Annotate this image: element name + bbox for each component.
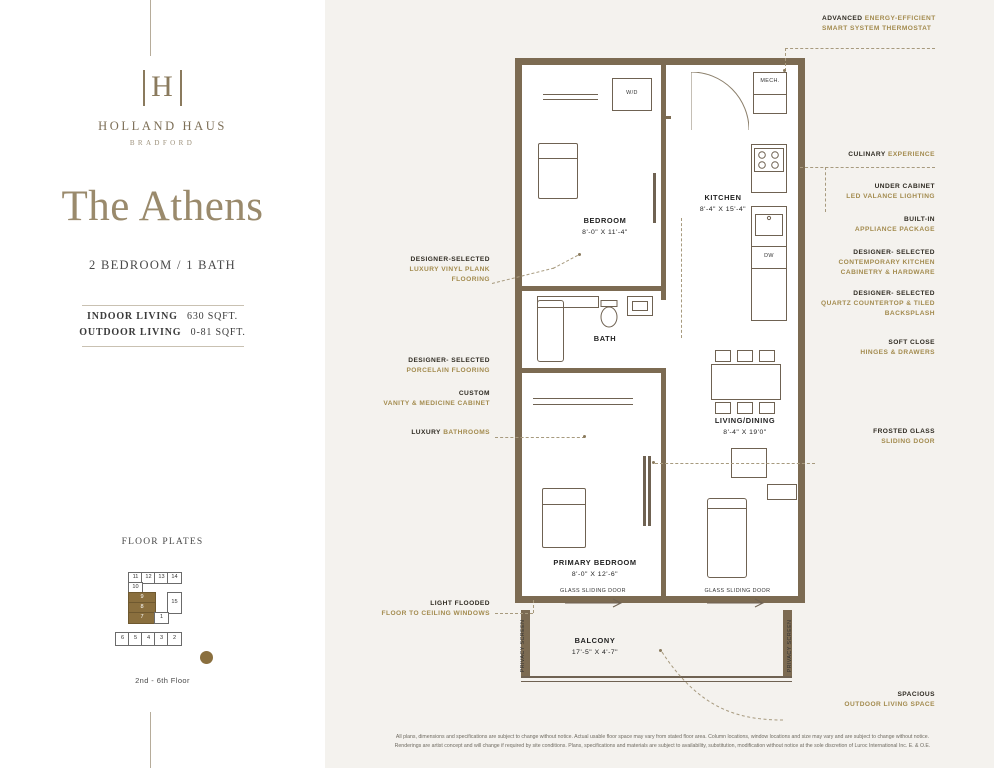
glass-sliding-door-right-label: GLASS SLIDING DOOR bbox=[704, 588, 771, 594]
leader-windows-v bbox=[533, 600, 534, 613]
callout-frosted-door bbox=[800, 427, 935, 447]
primary-closet-line2 bbox=[533, 404, 633, 405]
floor-plates-title: FLOOR PLATES bbox=[121, 537, 204, 547]
callout-hinges-bold: SOFT CLOSE bbox=[888, 339, 935, 346]
plate-unit-8: 8 bbox=[128, 602, 156, 614]
media-console bbox=[767, 484, 797, 500]
callout-windows-accent: FLOOR TO CEILING WINDOWS bbox=[381, 610, 490, 618]
vanity-counter bbox=[537, 296, 599, 308]
kitchen-name: KITCHEN bbox=[704, 193, 742, 202]
plate-unit-4: 4 bbox=[141, 632, 156, 646]
room-label-kitchen bbox=[668, 193, 778, 215]
callout-thermostat-accent: ENERGY-EFFICIENT SMART SYSTEM THERMOSTAT bbox=[822, 15, 936, 33]
kitchen-island-edge bbox=[681, 218, 682, 338]
living-dining-name: LIVING/DINING bbox=[714, 416, 776, 425]
floor-plan-drawing bbox=[515, 58, 805, 673]
outdoor-living-value: 0-81 SQFT. bbox=[190, 327, 246, 338]
callout-porcelain-bold: DESIGNER- SELECTED bbox=[408, 357, 490, 364]
bedroom-name: BEDROOM bbox=[583, 216, 627, 225]
callout-vinyl-accent: LUXURY VINYL PLANK FLOORING bbox=[409, 266, 490, 284]
balcony-dims: 17'-5" X 4'-7" bbox=[571, 648, 619, 656]
callout-windows bbox=[380, 599, 490, 619]
plate-unit-9: 9 bbox=[128, 592, 156, 604]
room-label-balcony bbox=[535, 636, 655, 658]
callout-spacious-bold: SPACIOUS bbox=[897, 691, 935, 698]
dot-frosted bbox=[652, 461, 655, 464]
callout-appliance-bold: BUILT-IN bbox=[904, 216, 935, 223]
kitchen-dims: 8'-4" X 15'-4" bbox=[699, 205, 747, 213]
callout-spacious-outdoor bbox=[770, 690, 935, 710]
dot-balcony bbox=[659, 649, 662, 652]
callout-valance-accent: LED VALANCE LIGHTING bbox=[846, 193, 935, 201]
callout-thermostat-bold: ADVANCED bbox=[822, 15, 863, 22]
callout-valance bbox=[800, 182, 935, 202]
dot-thermostat bbox=[783, 69, 786, 72]
callout-culinary-accent: EXPERIENCE bbox=[887, 151, 935, 158]
callout-vanity-bold: CUSTOM bbox=[458, 390, 490, 397]
callout-spacious-accent: OUTDOOR LIVING SPACE bbox=[844, 701, 935, 709]
plate-unit-14: 14 bbox=[167, 572, 182, 584]
outdoor-living-row bbox=[0, 322, 325, 338]
leader-culinary bbox=[800, 167, 935, 168]
callout-frosted-bold: FROSTED GLASS bbox=[873, 428, 935, 435]
leader-valance-v bbox=[825, 167, 826, 212]
dw-divider bbox=[751, 246, 787, 247]
plate-unit-7: 7 bbox=[128, 612, 156, 624]
dining-chair-2 bbox=[737, 350, 753, 362]
callout-countertop bbox=[800, 289, 935, 320]
sliding-door-arrow-left-icon bbox=[565, 598, 623, 608]
privacy-screen-left-label: PRIVACY SCREEN bbox=[520, 619, 526, 673]
leader-bathrooms bbox=[495, 437, 585, 438]
toilet-icon bbox=[598, 300, 620, 330]
dining-chair-5 bbox=[737, 402, 753, 414]
indoor-living-value: 630 SQFT. bbox=[187, 311, 238, 322]
plate-unit-2: 2 bbox=[167, 632, 182, 646]
room-label-bedroom bbox=[555, 216, 655, 238]
callout-appliance bbox=[800, 215, 935, 235]
indoor-living-label: INDOOR LIVING bbox=[87, 311, 178, 322]
callout-hinges-accent: HINGES & DRAWERS bbox=[860, 349, 935, 357]
plate-unit-13: 13 bbox=[154, 572, 169, 584]
leader-spacious-curve bbox=[660, 650, 785, 725]
living-dining-dims: 8'-4" X 19'0" bbox=[723, 428, 767, 436]
dot-bathrooms bbox=[583, 435, 586, 438]
callout-bathrooms-accent: BATHROOMS bbox=[443, 429, 490, 436]
callout-windows-bold: LIGHT FLOODED bbox=[430, 600, 490, 607]
bedroom-dims: 8'-0" X 11'-4" bbox=[582, 228, 628, 236]
callout-vanity bbox=[380, 389, 490, 409]
callout-porcelain-accent: PORCELAIN FLOORING bbox=[406, 367, 490, 375]
callout-vinyl-bold: DESIGNER-SELECTED bbox=[410, 256, 490, 263]
interior-wall-bedroom-bath bbox=[522, 286, 666, 291]
sliding-door-arrow-right-icon bbox=[707, 598, 765, 608]
floor-plates-caption: 2nd - 6th Floor bbox=[135, 676, 190, 685]
leader-windows bbox=[495, 613, 533, 614]
mech-label: MECH. bbox=[760, 78, 780, 84]
callout-cabinetry-accent: CONTEMPORARY KITCHEN CABINETRY & HARDWARE bbox=[838, 259, 935, 277]
bedroom-door-jamb bbox=[653, 173, 656, 223]
balcony-name: BALCONY bbox=[574, 636, 616, 645]
sofa bbox=[707, 498, 747, 578]
bedroom-bed bbox=[538, 143, 578, 199]
callout-bathrooms bbox=[380, 428, 490, 438]
plate-unit-1: 1 bbox=[154, 612, 169, 624]
dot-vinyl bbox=[578, 253, 581, 256]
plate-unit-3: 3 bbox=[154, 632, 169, 646]
callout-cabinetry bbox=[800, 248, 935, 279]
plate-unit-11: 11 bbox=[128, 572, 143, 584]
sink-icon bbox=[755, 214, 783, 236]
area-summary bbox=[0, 305, 325, 347]
glass-sliding-door-left-label: GLASS SLIDING DOOR bbox=[560, 588, 626, 594]
indoor-living-row bbox=[0, 306, 325, 322]
vertical-rule-bottom bbox=[150, 712, 151, 768]
callout-vinyl-flooring bbox=[380, 255, 490, 286]
callout-countertop-accent: QUARTZ COUNTERTOP & TILED BACKSPLASH bbox=[821, 300, 935, 318]
callout-thermostat bbox=[822, 14, 942, 34]
plate-unit-6: 6 bbox=[115, 632, 130, 646]
bathtub bbox=[537, 300, 564, 362]
primary-closet-line bbox=[533, 398, 633, 399]
dining-chair-3 bbox=[759, 350, 775, 362]
callout-culinary-bold: CULINARY bbox=[848, 151, 886, 158]
primary-sliding-door-panel bbox=[648, 456, 651, 526]
floor-plate-diagram bbox=[112, 572, 202, 672]
wall-laundry-closet bbox=[666, 116, 671, 119]
callout-culinary bbox=[790, 150, 935, 160]
dining-chair-1 bbox=[715, 350, 731, 362]
plate-unit-12: 12 bbox=[141, 572, 156, 584]
logo-monogram bbox=[0, 70, 325, 106]
primary-sliding-door-track bbox=[643, 456, 646, 526]
brand-location: BRADFORD bbox=[129, 139, 196, 147]
leader-thermostat-v bbox=[785, 48, 786, 71]
dw-divider2 bbox=[751, 268, 787, 269]
interior-wall-bath-primary bbox=[522, 368, 666, 373]
primary-bedroom-dims: 8'-0" X 12'-6" bbox=[571, 570, 619, 578]
privacy-screen-right-label: PRIVACY SCREEN bbox=[787, 619, 793, 673]
mech-shelf-line bbox=[753, 94, 787, 95]
dining-chair-4 bbox=[715, 402, 731, 414]
cooktop-icon bbox=[754, 148, 784, 172]
room-label-living-dining bbox=[685, 416, 805, 438]
callout-bathrooms-bold: LUXURY bbox=[411, 429, 441, 436]
callout-porcelain-flooring bbox=[380, 356, 490, 376]
primary-bed bbox=[542, 488, 586, 548]
dining-chair-6 bbox=[759, 402, 775, 414]
plate-unit-10: 10 bbox=[128, 582, 143, 594]
primary-bed-pillow bbox=[542, 504, 586, 505]
brand-logo bbox=[0, 70, 325, 147]
leader-thermostat bbox=[785, 48, 935, 49]
callout-appliance-accent: APPLIANCE PACKAGE bbox=[854, 226, 935, 234]
room-label-primary-bedroom bbox=[530, 558, 660, 580]
callout-valance-bold: UNDER CABINET bbox=[874, 183, 935, 190]
vertical-rule-top bbox=[150, 0, 151, 56]
divider-bottom bbox=[82, 346, 244, 347]
bedroom-closet-line bbox=[543, 94, 598, 95]
bedroom-closet-line2 bbox=[543, 99, 598, 100]
plate-unit-15: 15 bbox=[167, 592, 182, 614]
dishwasher-label: DW bbox=[764, 253, 774, 259]
room-label-bath bbox=[575, 334, 635, 345]
plate-unit-5: 5 bbox=[128, 632, 143, 646]
compass-dot-icon bbox=[200, 651, 213, 664]
leader-frosted bbox=[655, 463, 815, 464]
callout-frosted-accent: SLIDING DOOR bbox=[881, 438, 935, 446]
callout-hinges bbox=[800, 338, 935, 358]
callout-cabinetry-bold: DESIGNER- SELECTED bbox=[853, 249, 935, 256]
wd-label: W/D bbox=[626, 90, 638, 96]
sofa-back-line bbox=[707, 508, 747, 509]
callout-countertop-bold: DESIGNER- SELECTED bbox=[853, 290, 935, 297]
entry-door-arc-icon bbox=[691, 72, 749, 130]
logo-monogram-letter: H bbox=[143, 70, 182, 106]
brand-name: HOLLAND HAUS bbox=[98, 119, 227, 133]
interior-wall-vertical bbox=[661, 65, 666, 300]
primary-bedroom-name: PRIMARY BEDROOM bbox=[553, 558, 637, 567]
dining-table bbox=[711, 364, 781, 400]
bath-name: BATH bbox=[593, 334, 617, 343]
callout-vanity-accent: VANITY & MEDICINE CABINET bbox=[383, 400, 490, 408]
interior-wall-vertical-lower bbox=[661, 373, 666, 596]
plan-subtitle: 2 BEDROOM / 1 BATH bbox=[88, 258, 237, 272]
bedroom-bed-pillow bbox=[538, 158, 578, 159]
outdoor-living-label: OUTDOOR LIVING bbox=[79, 327, 182, 338]
bath-vanity-sink bbox=[632, 301, 648, 311]
page-title: The Athens bbox=[61, 183, 264, 230]
disclaimer-text: All plans, dimensions and specifications are subject to change without notice. Actual usable floor space may vary from stated floor area. Column locations, window locations and size may vary and are subject to change without notice. Renderings are artist concept and will change if required by site conditions. Plans, specifications and materials are subject to availability, substitution, modification without notice at the sole discretion of Luroc International Inc. E. & O.E. bbox=[394, 734, 931, 750]
